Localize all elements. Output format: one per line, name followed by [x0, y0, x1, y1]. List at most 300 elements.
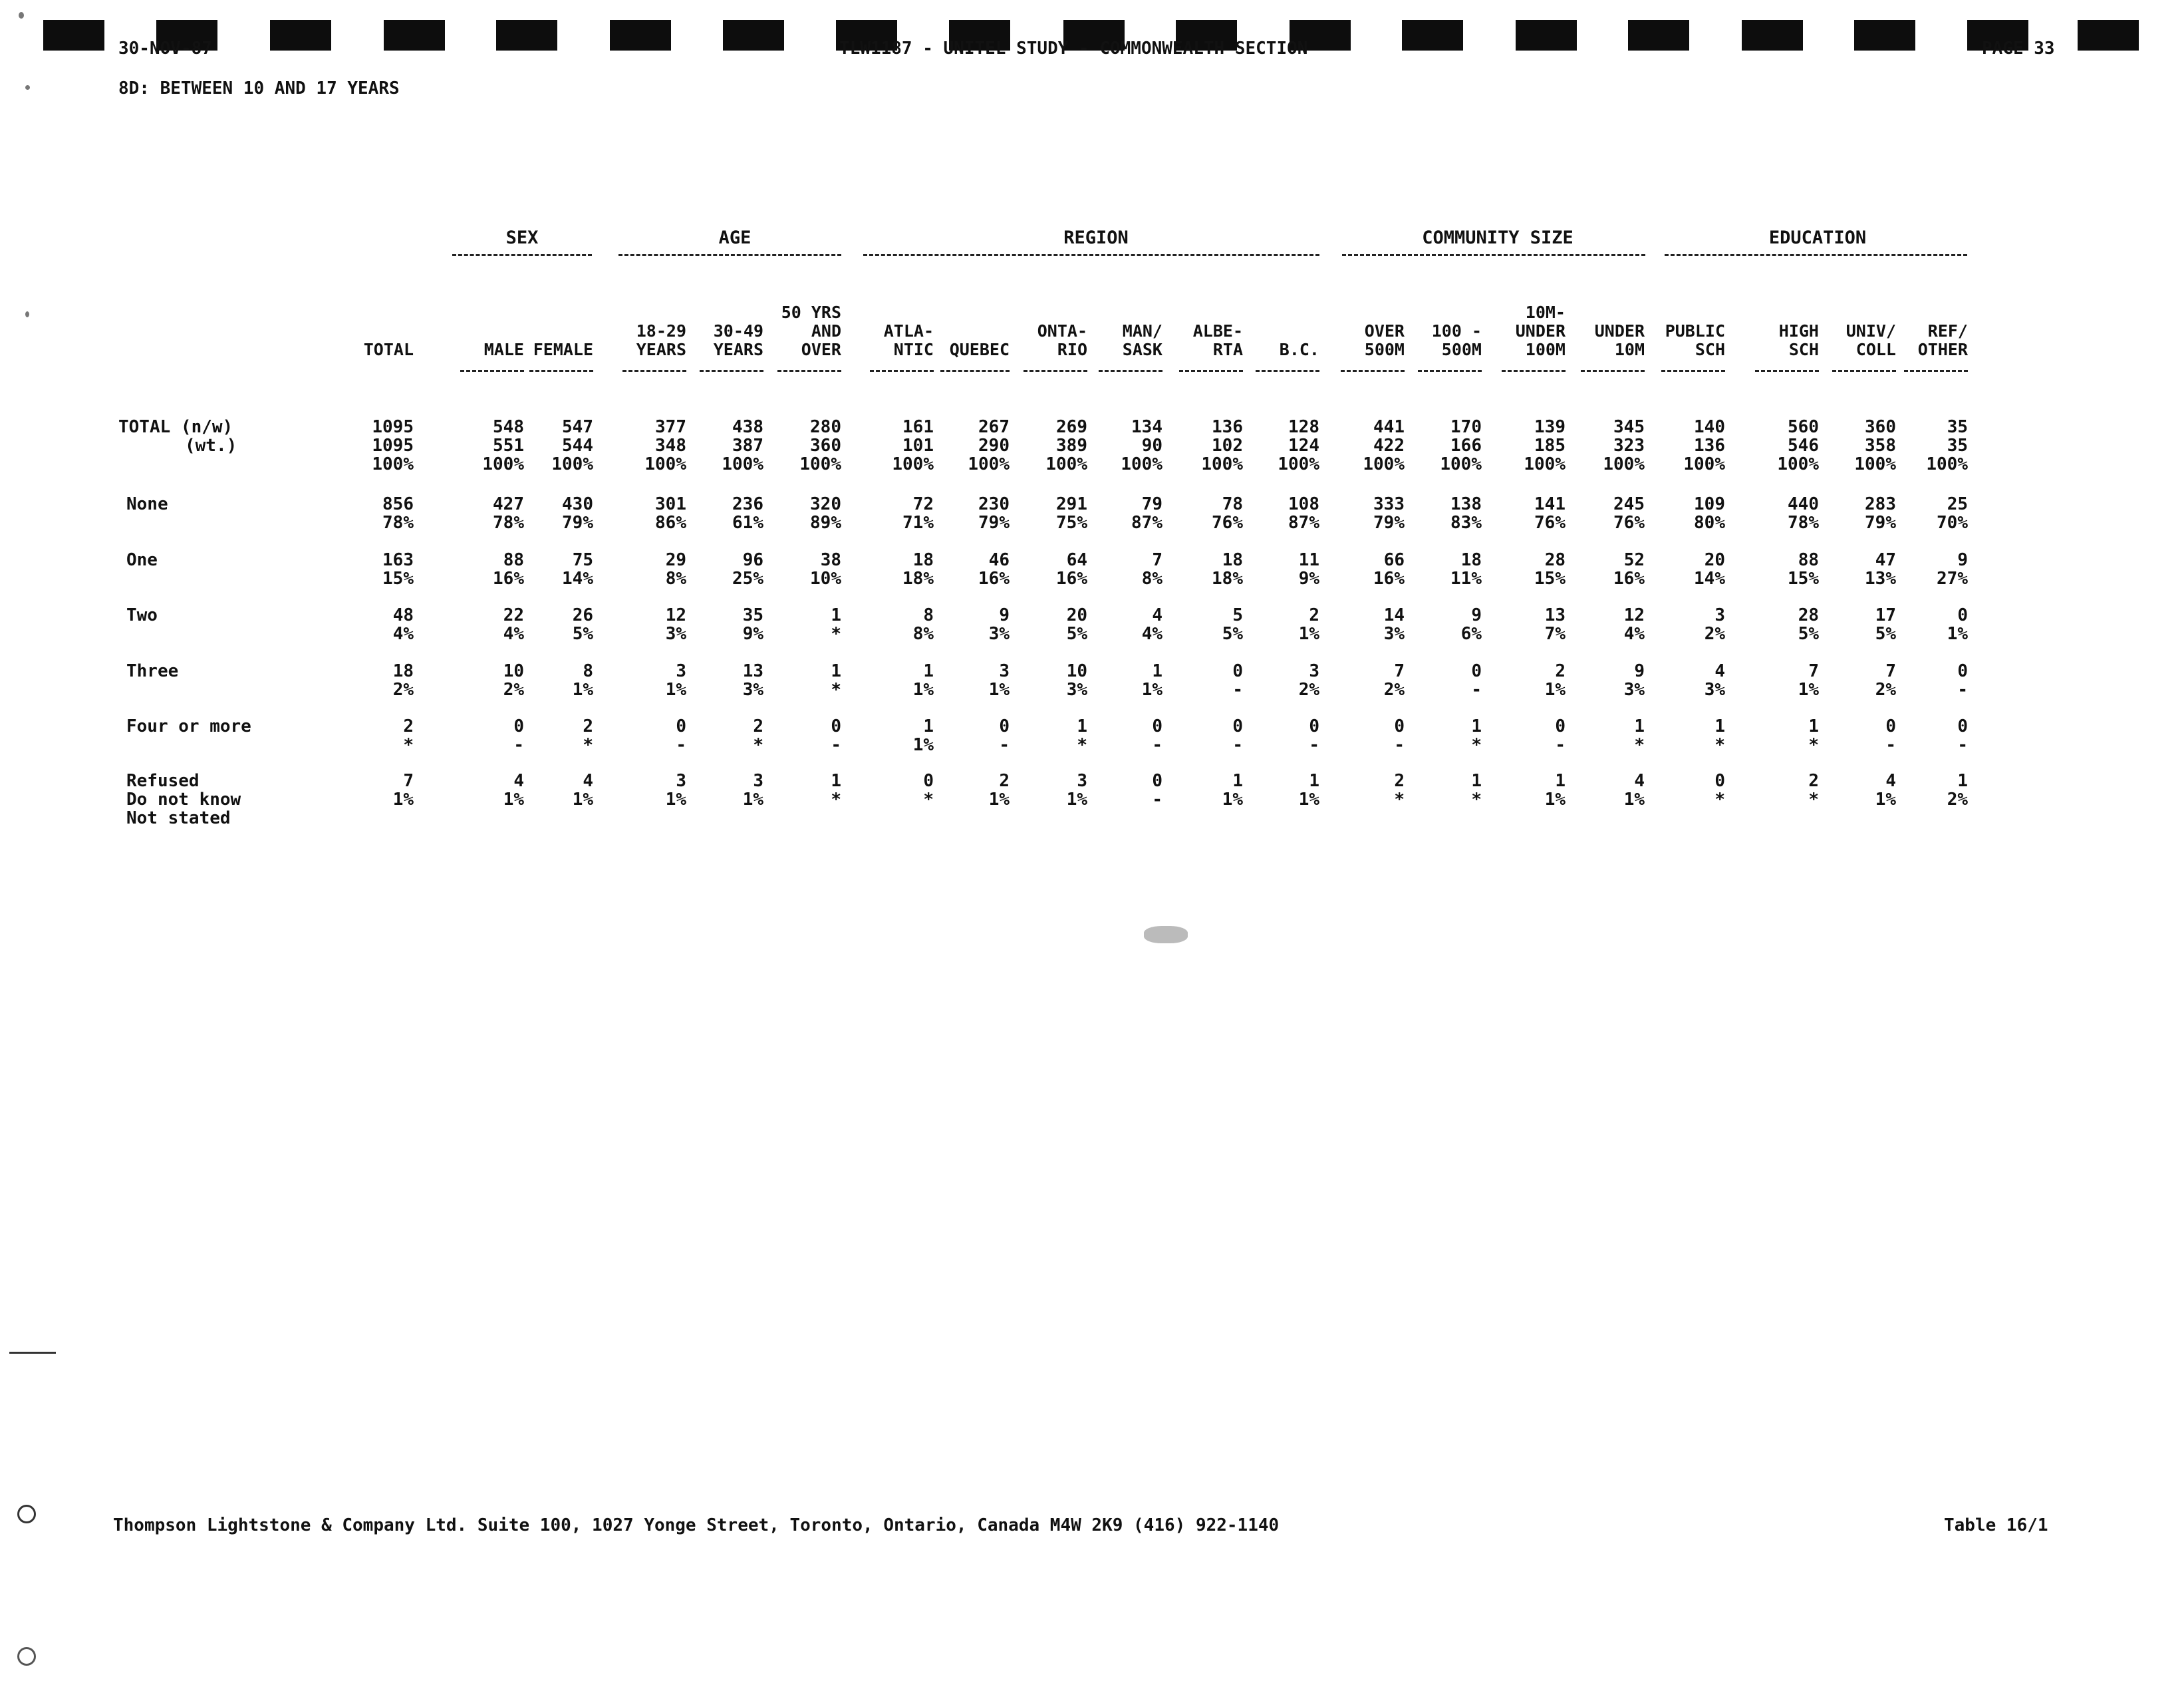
cell-value: 2% [1704, 624, 1725, 644]
cell-value: 1 [831, 605, 841, 625]
column-header-line: FEMALE [533, 340, 593, 359]
cell-value: 86% [655, 513, 686, 533]
cell-value: 0 [1957, 605, 1968, 625]
cell-value: * [1714, 790, 1725, 810]
cell-value: 1% [1298, 790, 1319, 810]
cell-value: 0 [1232, 661, 1243, 681]
cell-value: 0 [513, 716, 524, 736]
table-cell [913, 606, 934, 643]
cell-value: 544 [562, 436, 593, 456]
table-cell [382, 495, 414, 532]
cell-value: 269 [1056, 417, 1087, 437]
cell-value: - [1555, 735, 1566, 755]
table-cell [1603, 418, 1645, 474]
cell-value: 7 [1152, 550, 1162, 570]
cell-value: 8 [923, 605, 934, 625]
column-header-line: REF/ [1927, 321, 1968, 341]
cell-value: 551 [493, 436, 524, 456]
table-cell [372, 418, 414, 474]
cell-value: 1% [392, 790, 414, 810]
cell-value: 35 [1947, 417, 1968, 437]
cell-value: 3 [1309, 661, 1319, 681]
cell-value: 3% [1623, 680, 1645, 700]
cell-value: 90 [1141, 436, 1162, 456]
cell-value: 301 [655, 494, 686, 514]
cell-value: 5% [1222, 624, 1243, 644]
cell-value: 0 [1309, 716, 1319, 736]
table-cell [989, 606, 1010, 643]
report-date: 30-NOV-87 [118, 39, 212, 59]
cell-value: 2 [1808, 771, 1819, 791]
cell-value: 8% [912, 624, 934, 644]
row-label-line: One [126, 550, 158, 570]
cell-value: 20 [1066, 605, 1087, 625]
table-cell [1373, 551, 1405, 588]
cell-value: 136 [1212, 417, 1243, 437]
feed-hole [384, 20, 445, 51]
cell-value: 100% [892, 454, 934, 474]
cell-value: 35 [742, 605, 763, 625]
feed-hole [43, 20, 104, 51]
cell-value: * [923, 790, 934, 810]
cell-value: 12 [665, 605, 686, 625]
row-label-line: TOTAL (n/w) [118, 417, 233, 437]
cell-value: 72 [912, 494, 934, 514]
cell-value: 2 [583, 716, 593, 736]
group-rule [863, 254, 1319, 256]
cell-value: 46 [988, 550, 1010, 570]
row-label-line: Three [126, 661, 179, 681]
cell-value: 2% [1875, 680, 1896, 700]
table-cell [1471, 717, 1482, 754]
table-cell [655, 495, 686, 532]
group-education: EDUCATION [1768, 228, 1867, 248]
cell-value: 134 [1131, 417, 1162, 437]
cell-value: 66 [1383, 550, 1405, 570]
table-cell [968, 418, 1010, 474]
table-cell [583, 717, 593, 754]
cell-value: 430 [562, 494, 593, 514]
table-cell [1613, 495, 1645, 532]
column-header-under10 [1595, 322, 1645, 359]
cell-value: 100% [1278, 454, 1319, 474]
table-cell [573, 606, 593, 643]
cell-value: - [1471, 680, 1482, 700]
cell-value: 75% [1056, 513, 1087, 533]
column-header-line: 500M [1364, 340, 1405, 359]
report-title: TLW1187 - UNITEL STUDY - COMMONWEALTH SECTION [839, 39, 1308, 59]
cell-value: 38 [820, 550, 841, 570]
cell-value: 438 [732, 417, 763, 437]
cell-value: 100% [1045, 454, 1087, 474]
cell-value: 1 [1152, 661, 1162, 681]
cell-value: - [1152, 735, 1162, 755]
column-header-line: 50 YRS [781, 303, 841, 322]
table-cell [666, 662, 686, 699]
cell-value: 16% [978, 569, 1010, 589]
table-cell [1545, 606, 1566, 643]
column-header-line: 18-29 [636, 321, 686, 341]
cell-value: 109 [1694, 494, 1725, 514]
column-rule [1581, 370, 1645, 372]
cell-value: 140 [1694, 417, 1725, 437]
cell-value: 64 [1066, 550, 1087, 570]
feed-hole [1402, 20, 1463, 51]
table-cell [902, 551, 934, 588]
cell-value: 100% [1363, 454, 1405, 474]
table-cell [1299, 662, 1319, 699]
cell-value: 25% [732, 569, 763, 589]
cell-value: 1% [1798, 680, 1819, 700]
table-cell [393, 662, 414, 699]
cell-value: 70% [1937, 513, 1968, 533]
cell-value: 79% [978, 513, 1010, 533]
cell-value: 1% [988, 790, 1010, 810]
table-cell [1926, 418, 1968, 474]
cell-value: - [1232, 680, 1243, 700]
table-cell [1056, 551, 1087, 588]
cell-value: 0 [923, 771, 934, 791]
table-cell [753, 717, 763, 754]
cell-value: 108 [1288, 494, 1319, 514]
cell-value: 3% [1704, 680, 1725, 700]
cell-value: * [1394, 790, 1405, 810]
cell-value: 0 [1152, 771, 1162, 791]
row-label [126, 606, 158, 625]
cell-value: 1% [1066, 790, 1087, 810]
column-header-line: MAN/ [1122, 321, 1162, 341]
cell-value: 100% [1926, 454, 1968, 474]
cell-value: 80% [1694, 513, 1725, 533]
table-cell [1232, 662, 1243, 699]
table-cell [1471, 772, 1482, 809]
cell-value: 100% [1121, 454, 1162, 474]
cell-value: 4 [1714, 661, 1725, 681]
table-cell [1232, 717, 1243, 754]
table-cell [1152, 772, 1162, 809]
cell-value: 4% [392, 624, 414, 644]
row-label-line: Not stated [126, 808, 231, 828]
table-cell [513, 717, 524, 754]
cell-value: 1 [1471, 771, 1482, 791]
column-header-line: ONTA- [1037, 321, 1087, 341]
cell-value: 441 [1373, 417, 1405, 437]
column-rule [460, 370, 524, 372]
cell-value: 15% [382, 569, 414, 589]
cell-value: 2 [403, 716, 414, 736]
cell-value: 75 [572, 550, 593, 570]
table-cell [562, 551, 593, 588]
cell-value: 124 [1288, 436, 1319, 456]
table-cell [1957, 662, 1968, 699]
cell-value: 4% [503, 624, 524, 644]
column-header-line: 10M- [1525, 303, 1566, 322]
cell-value: 7 [1394, 661, 1405, 681]
column-header-line: MALE [483, 340, 524, 359]
table-cell [722, 418, 763, 474]
table-cell [989, 772, 1010, 809]
cell-value: 78% [1788, 513, 1819, 533]
table-cell [913, 717, 934, 754]
cell-value: 0 [1152, 716, 1162, 736]
table-cell [666, 606, 686, 643]
table-cell [1121, 418, 1162, 474]
row-label-line: Four or more [126, 716, 251, 736]
cell-value: * [1077, 735, 1087, 755]
cell-value: 52 [1623, 550, 1645, 570]
table-cell [831, 717, 841, 754]
cell-value: 11 [1298, 550, 1319, 570]
cell-value: 28 [1544, 550, 1566, 570]
cell-value: 13% [1865, 569, 1896, 589]
table-cell [999, 717, 1010, 754]
cell-value: 5% [1798, 624, 1819, 644]
group-rule [1665, 254, 1967, 256]
column-header-line: COLL [1855, 340, 1896, 359]
cell-value: 3% [1066, 680, 1087, 700]
cell-value: 1 [1957, 771, 1968, 791]
column-header-age50 [781, 303, 841, 359]
cell-value: 27% [1937, 569, 1968, 589]
cell-value: 3 [753, 771, 763, 791]
table-cell [1947, 606, 1968, 643]
cell-value: - [1309, 735, 1319, 755]
column-header-line: 100 - [1431, 321, 1482, 341]
column-header-line: SCH [1788, 340, 1819, 359]
cell-value: 16% [1056, 569, 1087, 589]
cell-value: 100% [968, 454, 1010, 474]
column-header-line: PUBLIC [1665, 321, 1725, 341]
cell-value: 283 [1865, 494, 1896, 514]
cell-value: 9% [1298, 569, 1319, 589]
cell-value: 8% [665, 569, 686, 589]
cell-value: 0 [1957, 716, 1968, 736]
table-cell [573, 662, 593, 699]
cell-value: 7 [1885, 661, 1896, 681]
cell-value: 100% [1440, 454, 1482, 474]
table-cell [1545, 772, 1566, 809]
cell-value: 1% [1222, 790, 1243, 810]
cell-value: * [831, 790, 841, 810]
cell-value: * [1471, 735, 1482, 755]
column-rule [1418, 370, 1482, 372]
table-cell [503, 606, 524, 643]
row-label-line: (wt.) [185, 436, 237, 456]
cell-value: 3% [665, 624, 686, 644]
column-header-line: UNDER [1515, 321, 1566, 341]
cell-value: 0 [676, 716, 686, 736]
cell-value: 15% [1788, 569, 1819, 589]
cell-value: 1% [1298, 624, 1319, 644]
row-label [126, 495, 168, 514]
group-community-size: COMMUNITY SIZE [1422, 228, 1573, 248]
table-cell [1788, 551, 1819, 588]
column-header-male [484, 341, 524, 359]
table-cell [1714, 772, 1725, 809]
table-cell [493, 495, 524, 532]
cell-value: 3 [1714, 605, 1725, 625]
cell-value: 2 [1309, 605, 1319, 625]
table-cell [551, 418, 593, 474]
table-cell [1865, 551, 1896, 588]
cell-value: 18 [912, 550, 934, 570]
table-cell [1875, 606, 1896, 643]
table-cell [1777, 418, 1819, 474]
cell-value: 13 [742, 661, 763, 681]
cell-value: * [753, 735, 763, 755]
cell-value: 2 [1555, 661, 1566, 681]
table-cell [1808, 717, 1819, 754]
table-cell [1798, 662, 1819, 699]
column-header-age1829 [636, 322, 686, 359]
scan-speck [9, 1352, 56, 1354]
table-cell [1222, 772, 1243, 809]
column-header-line: 100M [1525, 340, 1566, 359]
cell-value: 79 [1141, 494, 1162, 514]
group-rule [618, 254, 841, 256]
table-cell [1299, 551, 1319, 588]
cell-value: 79% [1373, 513, 1405, 533]
cell-value: 100% [1683, 454, 1725, 474]
column-header-mansask [1123, 322, 1162, 359]
table-cell [978, 495, 1010, 532]
table-cell [1947, 772, 1968, 809]
cell-value: 5% [1875, 624, 1896, 644]
cell-value: 166 [1450, 436, 1482, 456]
table-cell [831, 772, 841, 809]
cell-value: 47 [1875, 550, 1896, 570]
cell-value: 422 [1373, 436, 1405, 456]
column-rule [1179, 370, 1243, 372]
cell-value: 79% [1865, 513, 1896, 533]
cell-value: 1095 [372, 417, 414, 437]
column-header-line: OVER [1364, 321, 1405, 341]
column-header-line: YEARS [713, 340, 763, 359]
table-cell [978, 551, 1010, 588]
table-cell [743, 662, 763, 699]
row-label-line: Refused [126, 771, 200, 791]
cell-value: 1% [1875, 790, 1896, 810]
cell-value: 76% [1212, 513, 1243, 533]
cell-value: 100% [1777, 454, 1819, 474]
column-header-high [1779, 322, 1819, 359]
column-header-line: OTHER [1917, 340, 1968, 359]
cell-value: 389 [1056, 436, 1087, 456]
cell-value: 9 [1634, 661, 1645, 681]
cell-value: 0 [1471, 661, 1482, 681]
cell-value: 0 [1394, 716, 1405, 736]
cell-value: 2 [1394, 771, 1405, 791]
table-cell [482, 418, 524, 474]
column-header-total [364, 341, 414, 359]
cell-value: 29 [665, 550, 686, 570]
punch-hole-mark [17, 1505, 36, 1523]
cell-value: - [1885, 735, 1896, 755]
cell-value: 427 [493, 494, 524, 514]
feed-hole [496, 20, 557, 51]
group-rule [452, 254, 592, 256]
cell-value: - [1394, 735, 1405, 755]
table-cell [1875, 772, 1896, 809]
group-sex: SEX [505, 228, 539, 248]
column-header-quebec [950, 341, 1010, 359]
cell-value: 345 [1613, 417, 1645, 437]
table-cell [1067, 772, 1087, 809]
cell-value: 25 [1947, 494, 1968, 514]
table-cell [1471, 662, 1482, 699]
cell-value: 7 [403, 771, 414, 791]
table-cell [1056, 495, 1087, 532]
scan-speck [25, 311, 29, 317]
cell-value: 18 [1222, 550, 1243, 570]
table-cell [1705, 606, 1725, 643]
cell-value: 1095 [372, 436, 414, 456]
row-label [126, 717, 251, 736]
column-rule [1755, 370, 1819, 372]
cell-value: 14% [1694, 569, 1725, 589]
table-cell [1534, 495, 1566, 532]
cell-value: 2% [503, 680, 524, 700]
cell-value: 360 [810, 436, 841, 456]
table-cell [1394, 717, 1405, 754]
table-cell [913, 662, 934, 699]
table-cell [1798, 606, 1819, 643]
table-cell [1624, 662, 1645, 699]
cell-value: 547 [562, 417, 593, 437]
table-cell [1624, 606, 1645, 643]
cell-value: 20 [1704, 550, 1725, 570]
column-rule [1256, 370, 1319, 372]
column-header-age3049 [714, 322, 763, 359]
table-cell [1705, 662, 1725, 699]
cell-value: 1% [1947, 624, 1968, 644]
cell-value: 236 [732, 494, 763, 514]
table-cell [732, 551, 763, 588]
cell-value: 96 [742, 550, 763, 570]
column-header-line: AND [811, 321, 841, 341]
cell-value: 7% [1544, 624, 1566, 644]
table-cell [1142, 606, 1162, 643]
feed-hole [1516, 20, 1577, 51]
column-rule [1904, 370, 1968, 372]
table-cell [1299, 772, 1319, 809]
cell-value: 1% [503, 790, 524, 810]
cell-value: 5% [1066, 624, 1087, 644]
cell-value: 4 [513, 771, 524, 791]
table-cell [902, 495, 934, 532]
cell-value: 101 [902, 436, 934, 456]
cell-value: 0 [1957, 661, 1968, 681]
cell-value: 0 [1885, 716, 1896, 736]
table-cell [1937, 495, 1968, 532]
column-rule [622, 370, 686, 372]
column-header-public [1665, 322, 1725, 359]
cell-value: 1% [665, 680, 686, 700]
cell-value: 71% [902, 513, 934, 533]
table-cell [1534, 551, 1566, 588]
column-rule [1832, 370, 1896, 372]
column-header-line: 500M [1441, 340, 1482, 359]
table-cell [1309, 717, 1319, 754]
cell-value: - [513, 735, 524, 755]
column-header-ref [1918, 322, 1968, 359]
cell-value: 0 [1232, 716, 1243, 736]
table-cell [1212, 495, 1243, 532]
column-header-over500 [1365, 322, 1405, 359]
table-cell [1142, 662, 1162, 699]
cell-value: 8% [1141, 569, 1162, 589]
cell-value: 291 [1056, 494, 1087, 514]
